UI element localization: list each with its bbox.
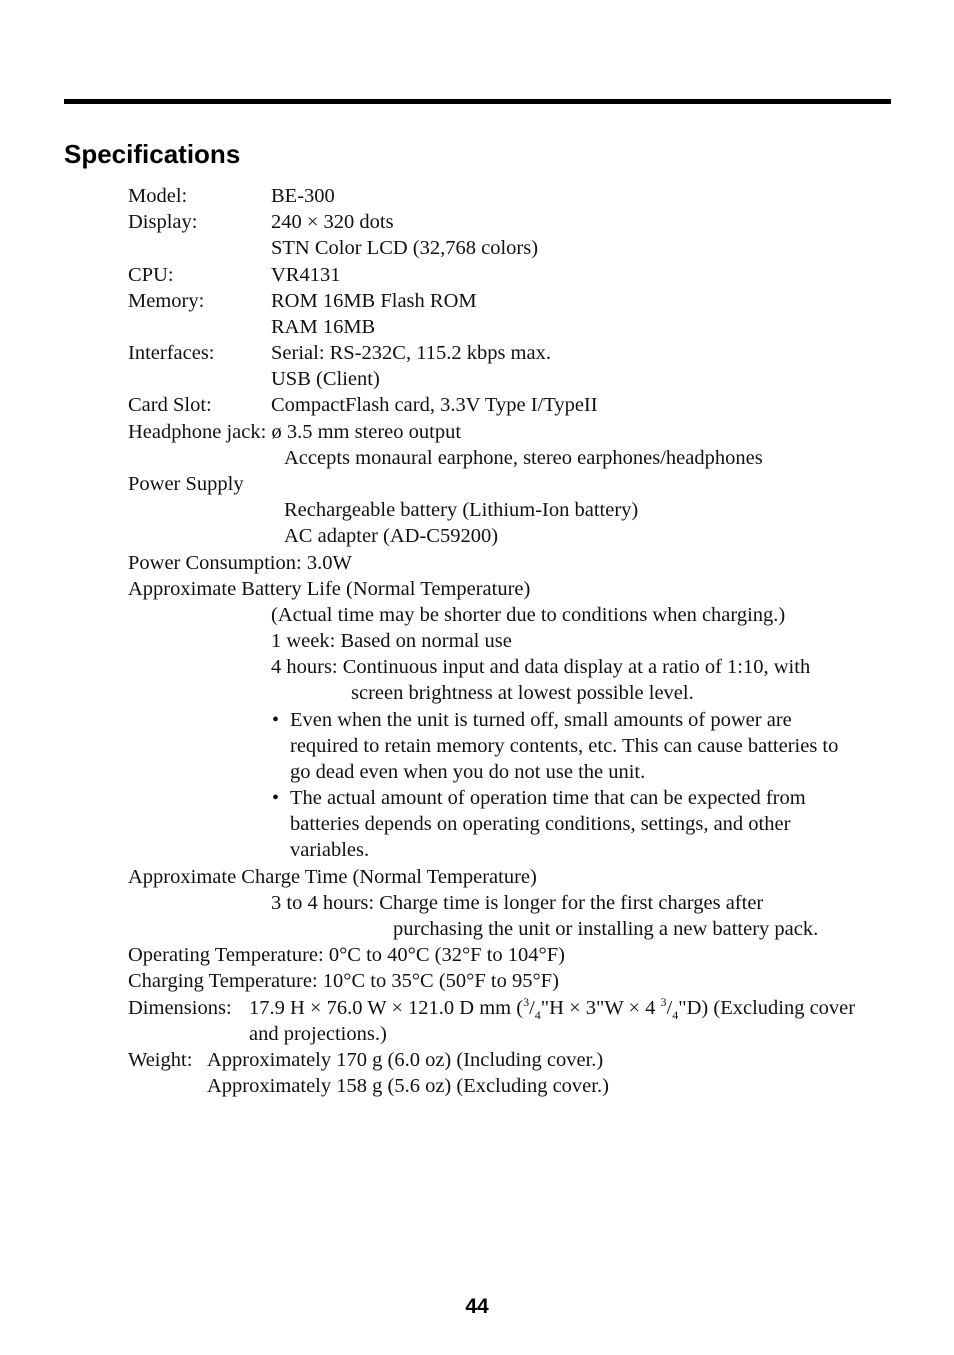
- fraction-numerator: 3: [523, 995, 530, 1010]
- display-value-resolution: 240 × 320 dots: [271, 211, 394, 233]
- battery-life-note: (Actual time may be shorter due to conditions when charging.): [271, 604, 786, 626]
- dimensions-label: Dimensions:: [128, 997, 232, 1019]
- cpu-value: VR4131: [271, 264, 341, 286]
- weight-label: Weight:: [128, 1049, 193, 1071]
- memory-value-rom: ROM 16MB Flash ROM: [271, 290, 477, 312]
- battery-life-hours: 4 hours: Continuous input and data display at a ratio of 1:10, with: [271, 656, 811, 678]
- charge-time-line-2: purchasing the unit or installing a new battery pack.: [393, 918, 819, 940]
- bullet-marker: •: [272, 709, 280, 731]
- dimensions-part-1: 17.9 H × 76.0 W × 121.0 D mm (: [249, 997, 524, 1019]
- battery-life-week: 1 week: Based on normal use: [271, 630, 512, 652]
- charge-time-line-1: 3 to 4 hours: Charge time is longer for the first charges after: [271, 892, 764, 914]
- charge-time-label: Approximate Charge Time (Normal Temperature): [128, 866, 537, 888]
- power-supply-label: Power Supply: [128, 473, 244, 495]
- dimensions-part-3: "D) (Excluding cover: [678, 997, 856, 1019]
- operating-temperature-line: Operating Temperature: 0°C to 40°C (32°F to 104°F): [128, 944, 565, 966]
- bullet-1-line-3: go dead even when you do not use the unit.: [290, 761, 646, 783]
- battery-life-hours-cont: screen brightness at lowest possible level.: [351, 682, 694, 704]
- fraction-denominator: 4: [672, 1008, 679, 1023]
- power-supply-battery: Rechargeable battery (Lithium-Ion battery): [284, 499, 639, 521]
- bullet-2-line-2: batteries depends on operating conditions, settings, and other: [290, 813, 791, 835]
- model-value: BE-300: [271, 185, 335, 207]
- fraction-slash: /: [529, 997, 535, 1019]
- card-slot-value: CompactFlash card, 3.3V Type I/TypeII: [271, 394, 598, 416]
- memory-label: Memory:: [128, 290, 205, 312]
- battery-life-label: Approximate Battery Life (Normal Temperature): [128, 578, 531, 600]
- weight-without-cover: Approximately 158 g (5.6 oz) (Excluding cover.): [207, 1075, 609, 1097]
- weight-with-cover: Approximately 170 g (6.0 oz) (Including cover.): [207, 1049, 604, 1071]
- display-label: Display:: [128, 211, 198, 233]
- dimensions-line-2: and projections.): [249, 1023, 387, 1045]
- charging-temperature-line: Charging Temperature: 10°C to 35°C (50°F to 95°F): [128, 970, 559, 992]
- memory-value-ram: RAM 16MB: [271, 316, 376, 338]
- cpu-label: CPU:: [128, 264, 174, 286]
- fraction-denominator: 4: [534, 1008, 541, 1023]
- fraction-numerator: 3: [660, 995, 667, 1010]
- headphone-jack-compat: Accepts monaural earphone, stereo earphones/headphones: [284, 447, 763, 469]
- header-rule: [64, 99, 891, 104]
- power-consumption-line: Power Consumption: 3.0W: [128, 552, 352, 574]
- interfaces-value-usb: USB (Client): [271, 368, 380, 390]
- power-supply-adapter: AC adapter (AD-C59200): [284, 525, 499, 547]
- bullet-1-line-2: required to retain memory contents, etc. This can cause batteries to: [290, 735, 839, 757]
- bullet-2-line-1: The actual amount of operation time that can be expected from: [290, 787, 806, 809]
- fraction-slash: /: [666, 997, 673, 1019]
- headphone-jack-line: Headphone jack: ø 3.5 mm stereo output: [128, 421, 462, 443]
- dimensions-value: [249, 995, 855, 1021]
- interfaces-label: Interfaces:: [128, 342, 215, 364]
- bullet-marker: •: [272, 787, 280, 809]
- page-number: 44: [465, 1295, 489, 1318]
- interfaces-value-serial: Serial: RS-232C, 115.2 kbps max.: [271, 342, 551, 364]
- model-label: Model:: [128, 185, 188, 207]
- dimensions-part-2: "H × 3"W × 4: [540, 997, 661, 1019]
- display-value-type: STN Color LCD (32,768 colors): [271, 237, 539, 259]
- bullet-2-line-3: variables.: [290, 839, 370, 861]
- page-title: Specifications: [64, 139, 241, 169]
- card-slot-label: Card Slot:: [128, 394, 212, 416]
- bullet-1-line-1: Even when the unit is turned off, small amounts of power are: [290, 709, 792, 731]
